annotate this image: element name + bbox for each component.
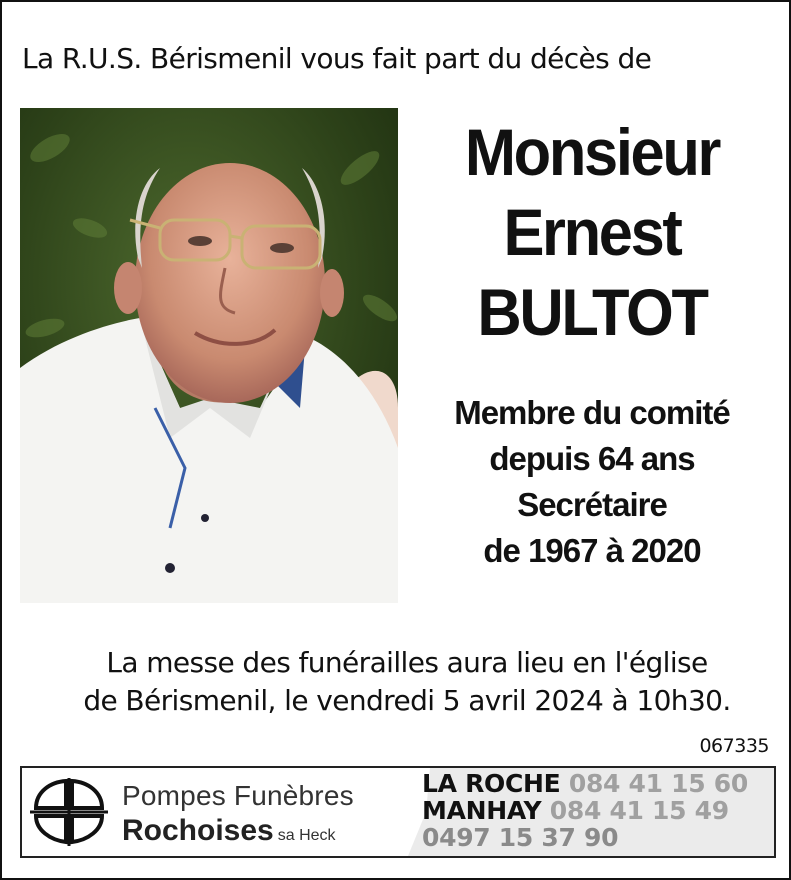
contact-row [422, 797, 748, 824]
contact-city: LA ROCHE [422, 769, 561, 798]
funeral-home-banner [20, 766, 776, 858]
name-title: Monsieur [464, 115, 720, 189]
role-line: Membre du comité [454, 394, 730, 431]
portrait-photo [20, 108, 398, 603]
contact-row [422, 824, 748, 851]
deceased-name [422, 112, 762, 352]
role-line: de 1967 à 2020 [483, 532, 701, 569]
intro-text: La R.U.S. Bérismenil vous fait part du décès de [22, 42, 652, 75]
role-line: depuis 64 ans [489, 440, 695, 477]
brand-name-line [122, 814, 336, 848]
contact-list [422, 770, 748, 851]
contact-phone: 084 41 15 49 [549, 796, 729, 825]
contact-city: MANHAY [422, 796, 542, 825]
brand-line: Pompes Funèbres [122, 780, 354, 811]
cross-in-circle-logo-icon [30, 778, 108, 846]
role-line: Secrétaire [517, 486, 667, 523]
contact-phone: 084 41 15 60 [568, 769, 748, 798]
name-last: BULTOT [477, 275, 707, 349]
brand-suffix: sa Heck [277, 827, 336, 844]
reference-number: 067335 [699, 735, 769, 757]
funeral-details [22, 644, 791, 720]
role-description [422, 390, 762, 574]
contact-row [422, 770, 748, 797]
brand-name: Rochoises [122, 814, 274, 847]
funeral-line: de Bérismenil, le vendredi 5 avril 2024 à 10h30. [83, 684, 731, 717]
name-first: Ernest [503, 195, 681, 269]
funeral-line: La messe des funérailles aura lieu en l'église [106, 646, 708, 679]
contact-mobile: 0497 15 37 90 [422, 823, 619, 852]
